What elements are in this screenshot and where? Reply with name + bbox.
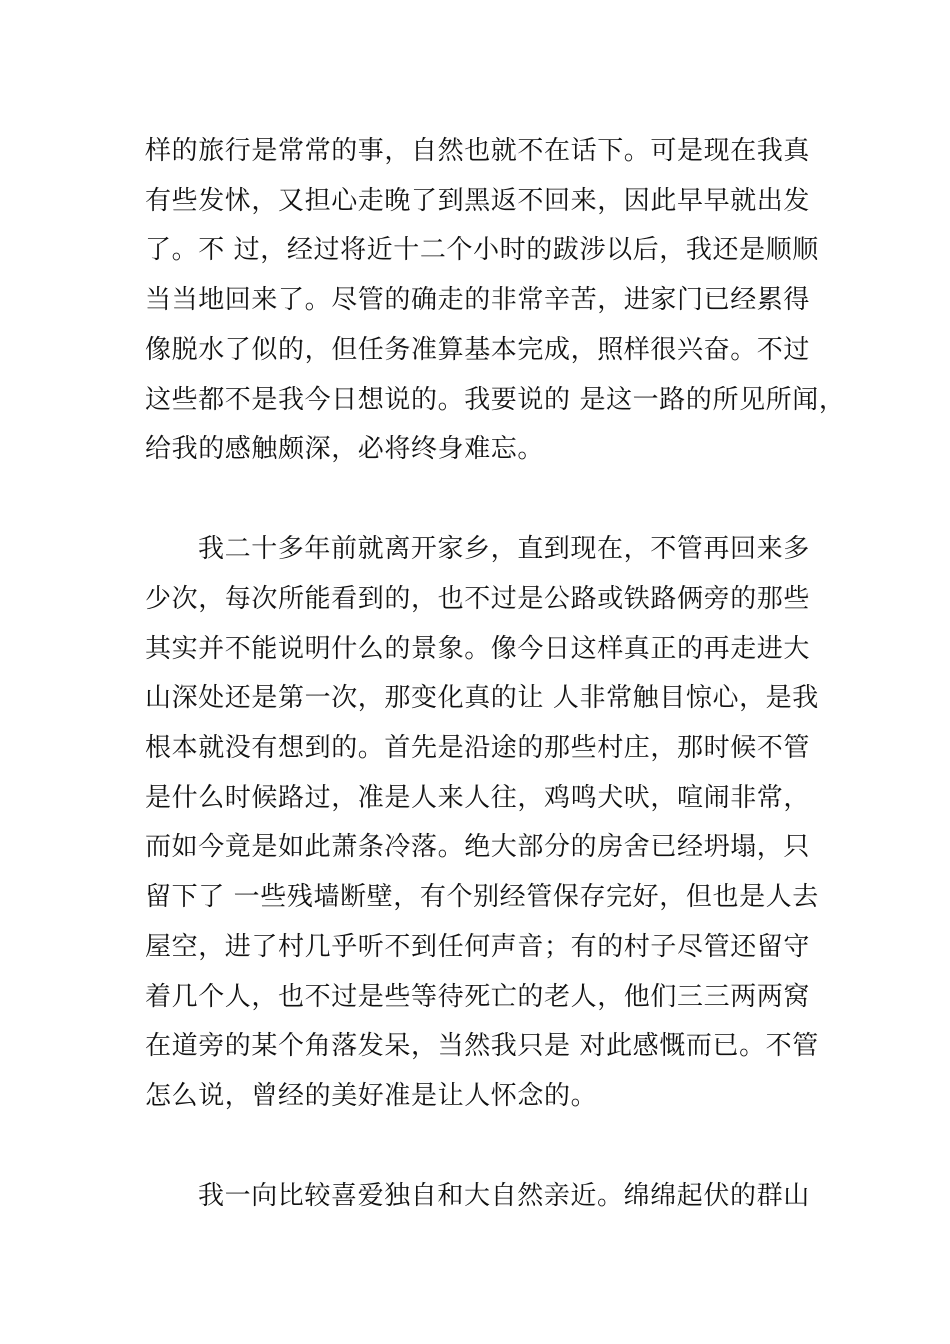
text-line: 像脱水了似的，但任务准算基本完成，照样很兴奋。不过 bbox=[145, 335, 811, 365]
text-line: 我二十多年前就离开家乡，直到现在，不管再回来多 bbox=[198, 534, 810, 564]
text-line: 留下了 一些残墙断壁，有个别经管保存完好，但也是人去 bbox=[145, 882, 819, 912]
text-line: 我一向比较喜爱独自和大自然亲近。绵绵起伏的群山 bbox=[198, 1181, 810, 1211]
text-line: 而如今竟是如此萧条冷落。绝大部分的房舍已经坍塌，只 bbox=[145, 832, 811, 862]
text-line: 样的旅行是常常的事，自然也就不在话下。可是现在我真 bbox=[145, 136, 811, 166]
text-line: 有些发怵，又担心走晚了到黑返不回来，因此早早就出发 bbox=[145, 186, 811, 216]
text-line: 在道旁的某个角落发呆，当然我只是 对此感慨而已。不管 bbox=[145, 1031, 819, 1061]
text-line: 当当地回来了。尽管的确走的非常辛苦，进家门已经累得 bbox=[145, 285, 811, 315]
text-line: 屋空，进了村几乎听不到任何声音；有的村子尽管还留守 bbox=[145, 932, 811, 962]
text-line: 这些都不是我今日想说的。我要说的 是这一路的所见所闻， bbox=[145, 385, 846, 415]
text-line: 其实并不能说明什么的景象。像今日这样真正的再走进大 bbox=[145, 634, 811, 664]
text-line: 给我的感触颇深，必将终身难忘。 bbox=[145, 434, 545, 464]
text-line: 怎么说，曾经的美好准是让人怀念的。 bbox=[145, 1081, 598, 1111]
text-line: 少次，每次所能看到的，也不过是公路或铁路俩旁的那些 bbox=[145, 584, 811, 614]
text-line: 着几个人，也不过是些等待死亡的老人，他们三三两两窝 bbox=[145, 982, 811, 1012]
text-line: 了。不 过，经过将近十二个小时的跋涉以后，我还是顺顺 bbox=[145, 235, 819, 265]
text-line: 根本就没有想到的。首先是沿途的那些村庄，那时候不管 bbox=[145, 733, 811, 763]
text-line: 山深处还是第一次，那变化真的让 人非常触目惊心，是我 bbox=[145, 683, 819, 713]
text-line: 是什么时候路过，准是人来人往，鸡鸣犬吠，喧闹非常， bbox=[145, 783, 811, 813]
